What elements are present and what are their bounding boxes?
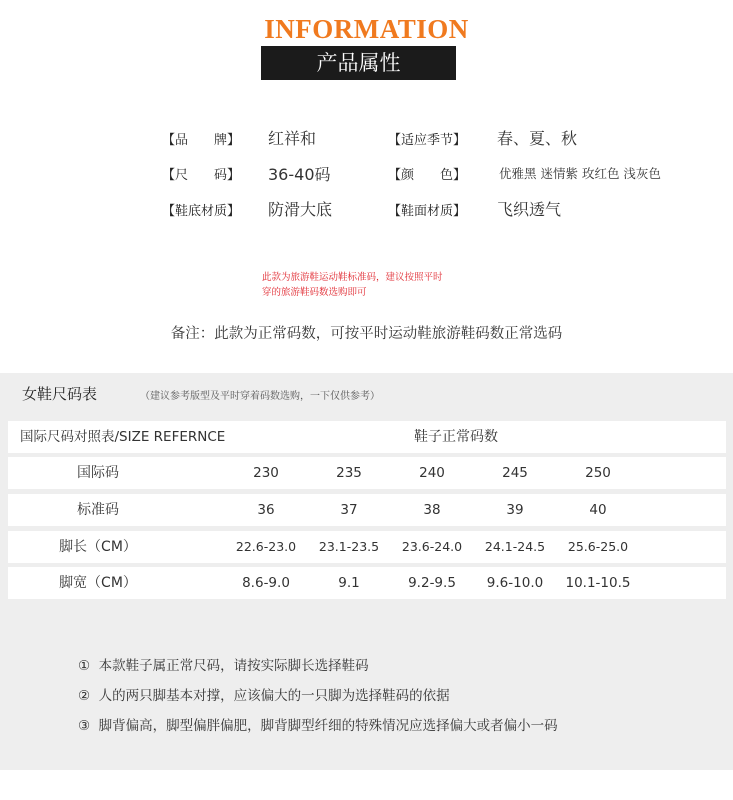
size-chart-header-right: 鞋子正常码数 (414, 429, 498, 445)
sole-key: 【鞋底材质】 (162, 204, 241, 219)
info-title: INFORMATION (264, 14, 469, 44)
red-note-line1: 此款为旅游鞋运动鞋标准码，建议按照平时 (262, 272, 443, 283)
brand-value: 红祥和 (268, 129, 317, 148)
table-cell: 230 (253, 465, 279, 481)
upper-key: 【鞋面材质】 (388, 204, 467, 219)
size-chart-title: 女鞋尺码表 (22, 385, 98, 403)
table-cell: 23.6-24.0 (401, 539, 463, 554)
color-key: 【颜 色】 (388, 168, 467, 183)
brand-key: 【品 牌】 (162, 133, 241, 148)
table-cell: 8.6-9.0 (242, 575, 290, 591)
table-cell: 9.2-9.5 (408, 575, 456, 591)
size-notes (78, 651, 558, 741)
table-cell: 250 (585, 465, 611, 481)
table-cell: 39 (506, 502, 524, 518)
table-cell: 40 (589, 502, 607, 518)
table-cell: 25.6-25.0 (567, 539, 629, 554)
size-chart-title-note: （建议参考版型及平时穿着码数选购，一下仅供参考） (140, 391, 380, 402)
note-line: ① 本款鞋子属正常尺码，请按实际脚长选择鞋码 (78, 658, 369, 674)
size-chart-header-row (8, 421, 726, 453)
table-cell: 9.6-10.0 (486, 575, 544, 591)
table-row (8, 457, 726, 489)
sole-value: 防滑大底 (268, 200, 333, 219)
size-chart-header-left: 国际尺码对照表/SIZE REFERNCE (20, 429, 226, 445)
red-note (262, 270, 522, 300)
table-cell: 23.1-23.5 (318, 539, 380, 554)
table-cell: 22.6-23.0 (235, 539, 297, 554)
table-cell: 38 (423, 502, 441, 518)
row-label: 标准码 (77, 502, 119, 518)
table-cell: 9.1 (338, 575, 360, 591)
season-key: 【适应季节】 (388, 133, 467, 148)
upper-value: 飞织透气 (497, 200, 562, 219)
info-subtitle: 产品属性 (261, 46, 456, 80)
note-line: ② 人的两只脚基本对撑，应该偏大的一只脚为选择鞋码的依据 (78, 688, 450, 704)
row-label: 国际码 (77, 465, 119, 481)
row-label: 脚长（CM） (59, 539, 137, 555)
table-row (8, 531, 726, 563)
remark: 备注：此款为正常码数，可按平时运动鞋旅游鞋码数正常选码 (170, 326, 563, 342)
size-chart-section (0, 373, 733, 770)
table-cell: 245 (502, 465, 528, 481)
season-value: 春、夏、秋 (497, 129, 578, 148)
row-label: 脚宽（CM） (59, 575, 137, 591)
note-line: ③ 脚背偏高，脚型偏胖偏肥，脚背脚型纤细的特殊情况应选择偏大或者偏小一码 (78, 718, 558, 734)
table-cell: 24.1-24.5 (484, 539, 546, 554)
table-cell: 235 (336, 465, 362, 481)
color-value: 优雅黑 迷情紫 玫红色 浅灰色 (499, 166, 661, 181)
table-row (8, 567, 726, 599)
table-cell: 10.1-10.5 (565, 575, 631, 591)
size-key: 【尺 码】 (162, 168, 241, 183)
table-cell: 36 (257, 502, 275, 518)
red-note-line2: 穿的旅游鞋码数选购即可 (262, 287, 367, 298)
size-value: 36-40码 (268, 165, 331, 184)
table-cell: 37 (340, 502, 358, 518)
table-row (8, 494, 726, 526)
table-cell: 240 (419, 465, 445, 481)
